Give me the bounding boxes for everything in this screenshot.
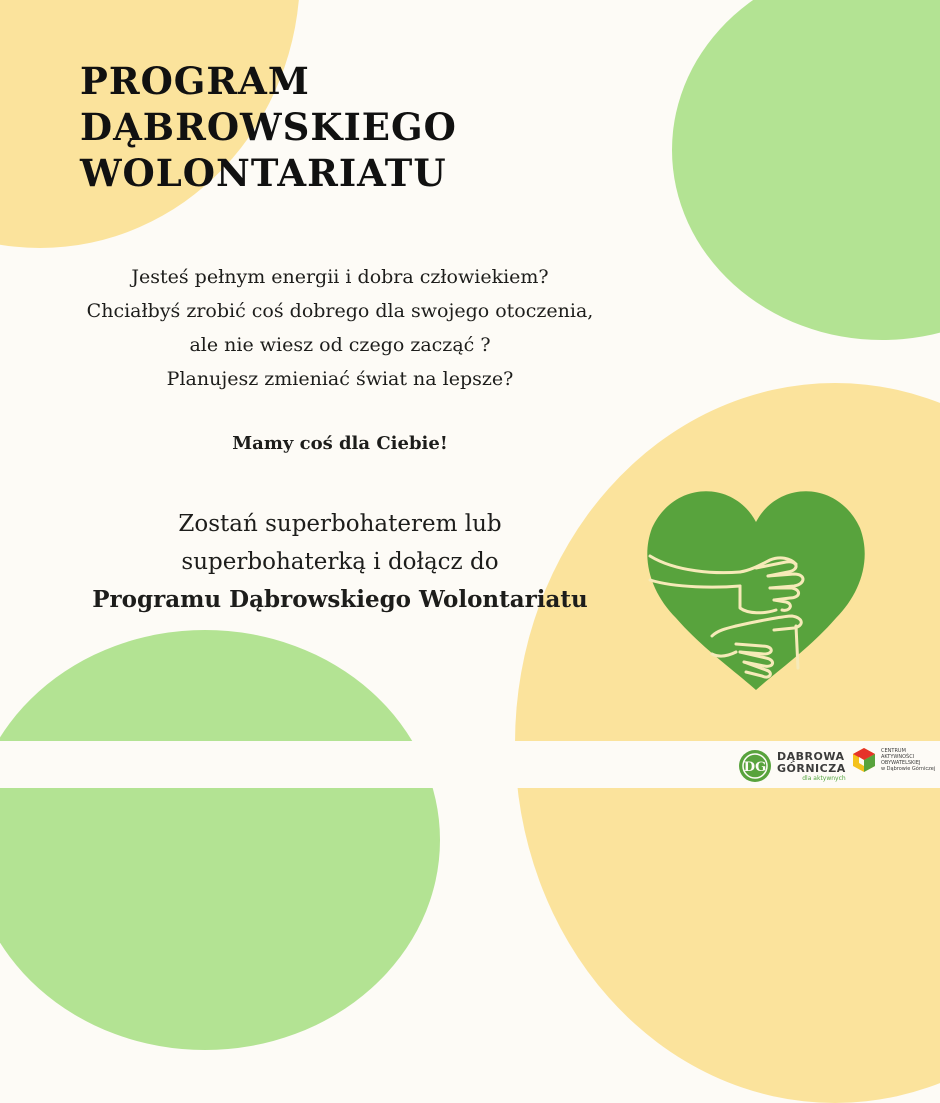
- intro-line: Chciałbyś zrobić coś dobrego dla swojego otoczenia,: [86, 300, 594, 322]
- cta-program-name: Programu Dąbrowskiego Wolontariatu: [92, 586, 588, 613]
- cta-line: superbohaterką i dołącz do: [181, 549, 499, 575]
- cao-cube-icon: [850, 746, 878, 774]
- dg-tagline: dla aktywnych: [802, 774, 846, 782]
- decor-circle-green-bottom-left: [0, 630, 440, 1050]
- heart-hugging-icon: [636, 476, 876, 694]
- call-to-action: [0, 505, 680, 619]
- intro-line: Planujesz zmieniać świat na lepsze?: [166, 368, 514, 390]
- cao-text: [881, 748, 935, 772]
- title-line: WOLONTARIATU: [80, 151, 447, 195]
- intro-line: ale nie wiesz od czego zacząć ?: [189, 334, 491, 356]
- title-line: DĄBROWSKIEGO: [80, 105, 457, 149]
- dg-line-1: DĄBROWA: [777, 749, 845, 763]
- cao-line: OBYWATELSKIEJ: [881, 760, 921, 766]
- intro-line: Jesteś pełnym energii i dobra człowiekiem?: [131, 266, 549, 288]
- dabrowa-gornicza-logo: [737, 748, 846, 784]
- cta-line: Zostań superbohaterem lub: [178, 511, 502, 537]
- dg-line-2: GÓRNICZA: [777, 761, 846, 775]
- intro-text: [0, 260, 680, 396]
- dg-monogram-icon: [737, 748, 773, 784]
- title-line: PROGRAM: [80, 59, 310, 103]
- highlight-text: Mamy coś dla Ciebie!: [232, 433, 448, 454]
- page-title: [80, 58, 457, 196]
- cao-line: CENTRUM: [881, 748, 906, 754]
- cao-line: w Dąbrowie Górniczej: [881, 766, 936, 772]
- decor-circle-green-top-right: [672, 0, 940, 340]
- dg-monogram: DG: [743, 760, 767, 775]
- centrum-aktywnosci-logo: [850, 746, 935, 774]
- cao-line: AKTYWNOŚCI: [881, 754, 915, 760]
